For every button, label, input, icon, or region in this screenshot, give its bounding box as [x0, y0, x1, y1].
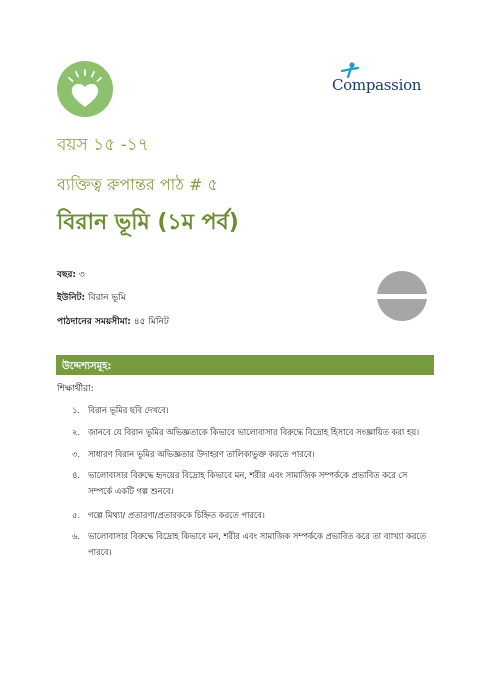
list-item [72, 446, 432, 462]
meta-unit [57, 290, 126, 305]
list-item-number: ৩. [72, 449, 81, 459]
objectives-intro: শিক্ষার্থীরা: [57, 384, 94, 394]
year-value: ৩ [78, 270, 85, 280]
list-item [72, 424, 432, 440]
lesson-series: ব্যক্তিত্ব রুপান্তর পাঠ # ৫ [57, 175, 218, 194]
meta-duration [57, 314, 169, 329]
list-item-number: ৫. [72, 510, 81, 520]
heart-icon [56, 60, 114, 118]
duration-label: পাঠদানের সময়সীমা: [57, 317, 131, 327]
list-item-number: ৪. [72, 470, 81, 480]
list-item-text: জানবে যে বিরান ভূমির অভিজ্ঞতাকে কিভাবে ভালোবাসার বিরুদ্ধে বিদ্রোহ হিসাবে সংজ্ঞায়িত করা হয়। [88, 427, 420, 437]
compassion-logo [332, 62, 432, 98]
page-title: বিরান ভূমি (১ম পর্ব) [57, 210, 239, 235]
list-item-text: গল্পে মিথ্যা/ প্রতারণা/প্রতারককে চিহ্নিত করতে পারবে। [88, 510, 265, 520]
list-item [72, 528, 432, 560]
list-item [72, 402, 432, 418]
meta-year [57, 267, 85, 282]
unit-label: ইউনিট: [57, 293, 86, 303]
list-item-text: বিরান ভূমির ছবি দেখবে। [88, 405, 169, 415]
year-label: বছর: [57, 270, 77, 280]
list-item-text: ভালোবাসার বিরুদ্ধে বিদ্রোহ কিভাবে মন, শরীর এবং সামাজিক সম্পর্ককে প্রভাবিত করে তা ব্যাখ্যা করতে পারবে। [88, 531, 426, 557]
list-item-number: ১. [72, 405, 81, 415]
list-item-number: ৬. [72, 531, 81, 541]
objectives-heading: উদ্দেশ্যসমূহ: [56, 355, 434, 375]
list-item-text: ভালোবাসার বিরুদ্ধে হৃদয়ের বিদ্রোহ কিভাবে মন, শরীর এবং সামাজিক সম্পর্ককে প্রভাবিত করে সে সম্পর্কে একটি গল্প শুনবে। [88, 470, 408, 496]
section-circle-icon [376, 270, 428, 322]
list-item-number: ২. [72, 427, 81, 437]
age-range: বয়স ১৫ -১৭ [57, 135, 149, 155]
list-item [72, 467, 432, 499]
duration-value: ৪৫ মিনিট [133, 317, 169, 327]
list-item-text: সাধারণ বিরান ভূমির অভিজ্ঞতার উদাহরণ তালিকাভুক্ত করতে পারবে। [88, 449, 315, 459]
brand-name: Compassion [332, 76, 422, 94]
unit-value: বিরান ভূমি [88, 293, 126, 303]
list-item [72, 507, 432, 523]
